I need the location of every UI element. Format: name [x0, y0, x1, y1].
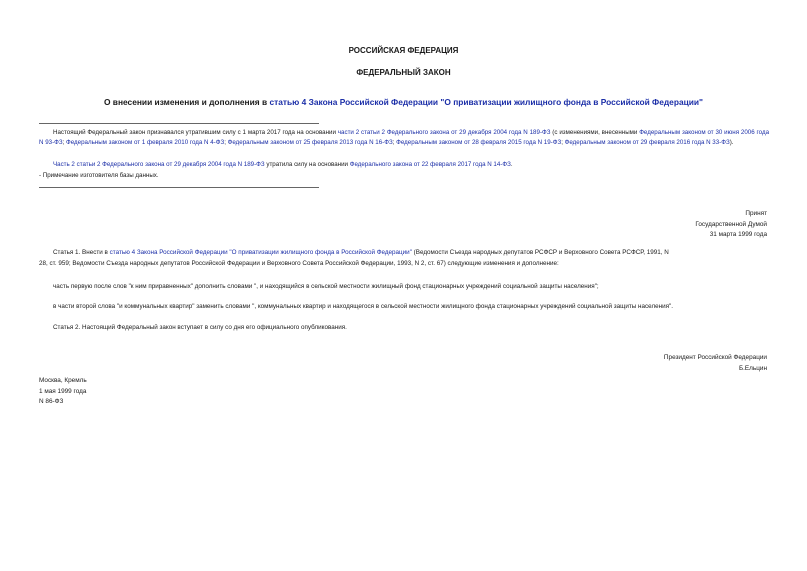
separator: ; [392, 139, 397, 146]
notes-top-divider [39, 123, 319, 124]
change-1: часть первую после слов "к ним приравненных" дополнить словами ", и находящийся в сельской местности жилищный фонд стационарных учреждений социальной защиты населения"; [53, 283, 599, 290]
title-law-link[interactable]: статью 4 Закона Российской Федерации "О приватизации жилищного фонда в Российской Федерации" [269, 97, 704, 107]
amend-link-93fz[interactable]: Федеральным законом от 30 июня 2006 года N 93-ФЗ [39, 129, 770, 146]
amend-link-4fz[interactable]: Федеральным законом от 1 февраля 2010 года N 4-ФЗ [66, 139, 225, 146]
article-1 [39, 248, 784, 258]
repeal-link-189fz[interactable]: части 2 статьи 2 Федерального закона от 29 декабря 2004 года N 189-ФЗ [337, 129, 551, 136]
article-1-rest: (Ведомости Съезда народных депутатов РСФСР и Верховного Совета РСФСР, 1991, N [411, 249, 669, 256]
repeal-note-text: Настоящий Федеральный закон признавался утратившим силу с 1 марта 2017 года на основании [53, 129, 338, 136]
separator: ; [561, 139, 565, 146]
part2-article2-link[interactable]: Часть 2 статьи 2 Федерального закона от 29 декабря 2004 года N 189-ФЗ [53, 161, 265, 168]
signature-block [664, 353, 767, 374]
amend-link-19fz[interactable]: Федеральным законом от 28 февраля 2015 года N 19-ФЗ [396, 139, 562, 146]
place-date-block [39, 376, 87, 408]
signer-title: Президент Российской Федерации [663, 354, 767, 361]
law-number: N 86-ФЗ [39, 398, 64, 405]
accepted-by: Государственной Думой [695, 220, 767, 228]
doc-type-heading: ФЕДЕРАЛЬНЫЙ ЗАКОН [356, 68, 451, 77]
place-city: Москва, Кремль [39, 377, 87, 384]
amend-link-33fz[interactable]: Федеральным законом от 29 февраля 2016 года N 33-ФЗ [564, 139, 730, 146]
law-14fz-link[interactable]: Федерального закона от 22 февраля 2017 года N 14-ФЗ [349, 161, 511, 168]
accepted-block [695, 209, 767, 241]
article-1-line2: 28, ст. 959; Ведомости Съезда народных депутатов Российской Федерации и Верховного Совета Российской Федерации, 1993, N 2, ст. 67) следующие изменения и дополнение: [39, 260, 559, 267]
country-heading: РОССИЙСКАЯ ФЕДЕРАЦИЯ [348, 46, 459, 55]
article-2: Статья 2. Настоящий Федеральный закон вступает в силу со дня его официального опубликования. [53, 324, 347, 331]
repeal-note-2-text: утратила силу на основании [264, 161, 350, 168]
accepted-label: Принят [745, 210, 767, 217]
accepted-date: 31 марта 1999 года [709, 231, 767, 238]
notes-bottom-divider [39, 187, 319, 188]
article-1-prefix: Статья 1. Внести в [53, 249, 110, 256]
db-maker-note: - Примечание изготовителя базы данных. [39, 172, 159, 179]
document-title [0, 97, 807, 107]
repeal-note [39, 128, 769, 148]
end-punct: ). [729, 139, 734, 146]
title-prefix: О внесении изменения и дополнения в [103, 97, 270, 107]
amend-link-16fz[interactable]: Федеральным законом от 25 февраля 2013 года N 16-ФЗ [227, 139, 393, 146]
place-date: 1 мая 1999 года [39, 387, 87, 395]
end-punct: . [510, 161, 513, 168]
change-2: в части второй слова "и коммунальных квартир" заменить словами ", коммунальных квартир и находящегося в сельской местности жилищного фонда стационарных учреждений социальной защиты населения". [53, 303, 674, 310]
repeal-note-2 [39, 160, 769, 170]
repeal-note-text-2: (с изменениями, внесенными [550, 129, 640, 136]
separator: ; [62, 139, 67, 146]
article-4-link[interactable]: статью 4 Закона Российской Федерации "О приватизации жилищного фонда в Российской Федерации" [109, 249, 412, 256]
signer-name: Б.Ельцин [738, 364, 767, 372]
separator: ; [224, 139, 228, 146]
